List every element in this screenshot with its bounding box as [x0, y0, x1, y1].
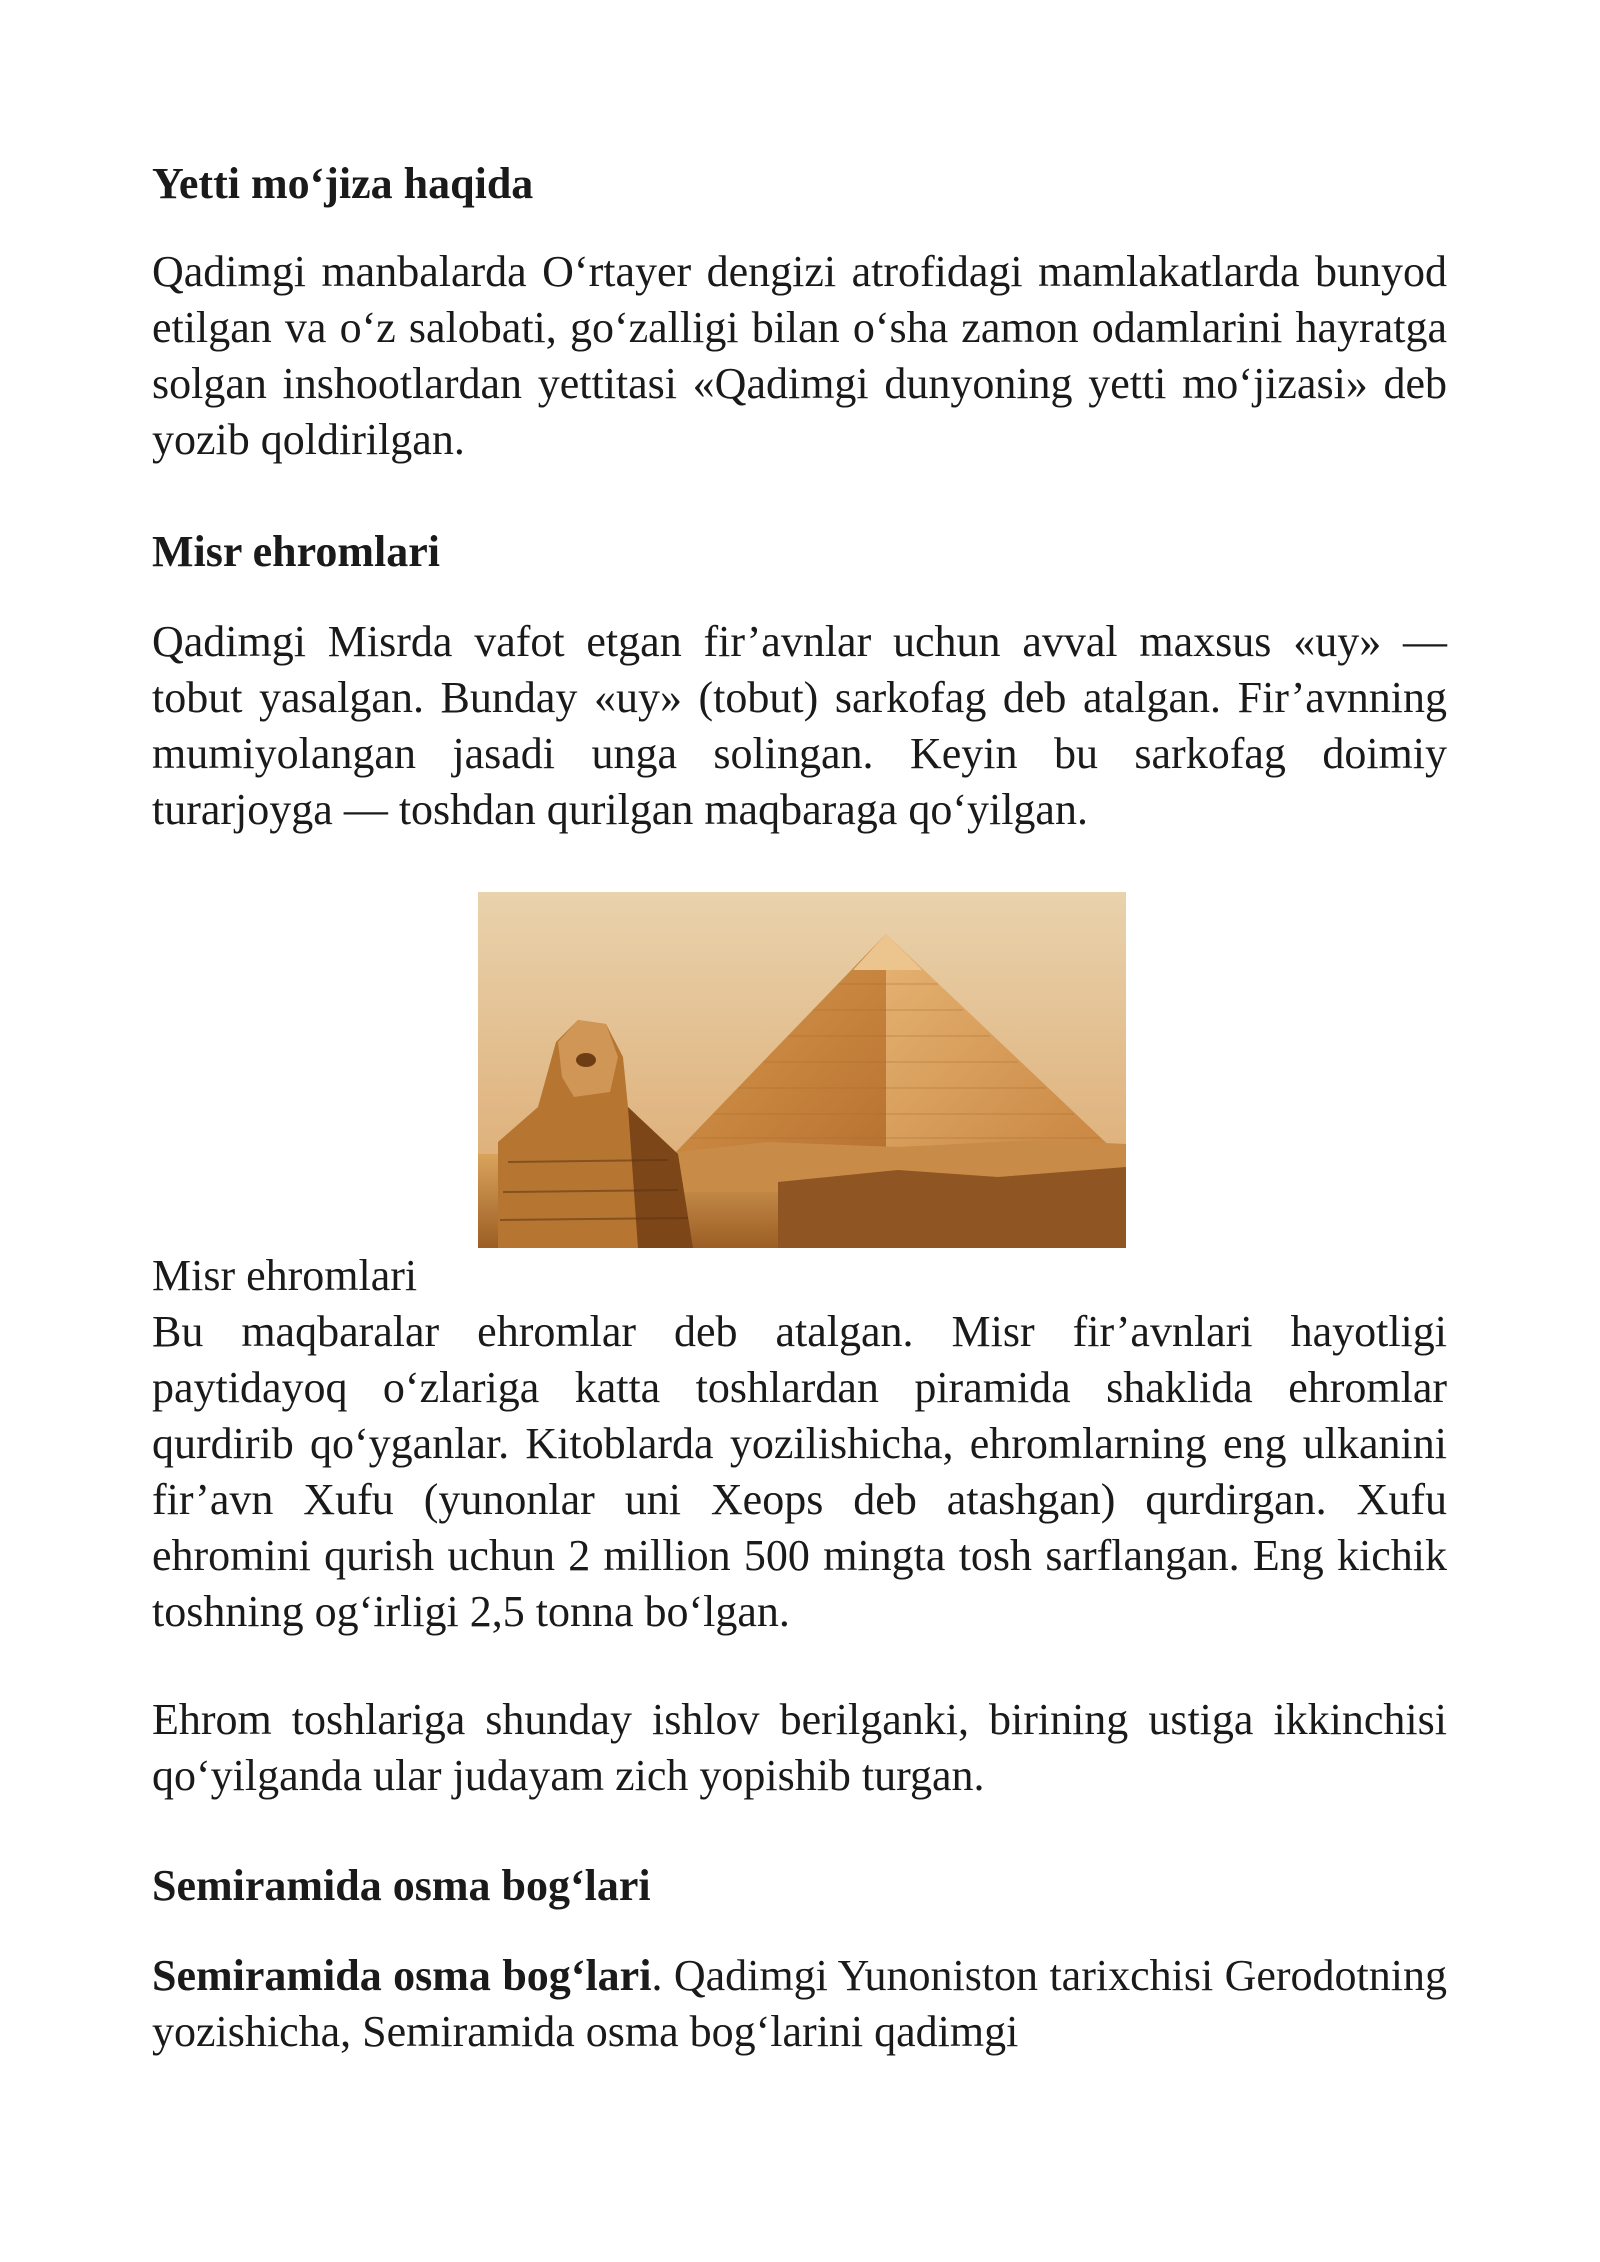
- image-caption: Misr ehromlari: [152, 1251, 418, 1300]
- paragraph-pyramids: Bu maqbaralar ehromlar deb atalgan. Misr fir’avnlari hayotligi paytidayoq o‘zlariga katta toshlardan piramida shaklida ehromlar qurdirib qo‘yganlar. Kitoblarda yozilishicha, ehromlarning eng ulkanini fir’avn Xufu (yunonlar uni Xeops deb atashgan) qurdirgan. Xufu ehromini qurish uchun 2 million 500 mingta tosh sarflangan. Eng kichik toshning og‘irligi 2,5 tonna bo‘lgan.: [152, 1307, 1447, 1636]
- paragraph-stones: Ehrom toshlariga shunday ishlov berilganki, birining ustiga ikkinchisi qo‘yilganda ular judayam zich yopishib turgan.: [152, 1695, 1447, 1800]
- pyramids-sphinx-image: [478, 892, 1126, 1248]
- heading-seven-wonders: Yetti mo‘jiza haqida: [152, 159, 534, 208]
- document-page: [152, 148, 1447, 2060]
- paragraph-hanging-gardens-text: . Qadimgi Yunoniston tarixchisi Gerodotning yozishicha, Semiramida osma bog‘larini qadimgi: [152, 1951, 1447, 2056]
- paragraph-seven-wonders: Qadimgi manbalarda O‘rtayer dengizi atrofidagi mamlakatlarda bunyod etilgan va o‘z salobati, go‘zalligi bilan o‘sha zamon odamlarini hayratga solgan inshootlardan yettitasi «Qadimgi dunyoning yetti mo‘jizasi» deb yozib qoldirilgan.: [152, 247, 1447, 464]
- bold-lead-term: Semiramida osma bog‘lari: [152, 1951, 652, 2000]
- paragraph-hanging-gardens: [152, 1948, 1447, 2060]
- heading-egypt-pyramids: Misr ehromlari: [152, 527, 440, 576]
- paragraph-sarcophagus: Qadimgi Misrda vafot etgan fir’avnlar uchun avval maxsus «uy» — tobut yasalgan. Bunday «uy» (tobut) sarkofag deb atalgan. Fir’avnning mumiyolangan jasadi unga solingan. Keyin bu sarkofag doimiy turarjoyga — toshdan qurilgan maqbaraga qo‘yilgan.: [152, 617, 1447, 834]
- heading-hanging-gardens: Semiramida osma bog‘lari: [152, 1861, 651, 1910]
